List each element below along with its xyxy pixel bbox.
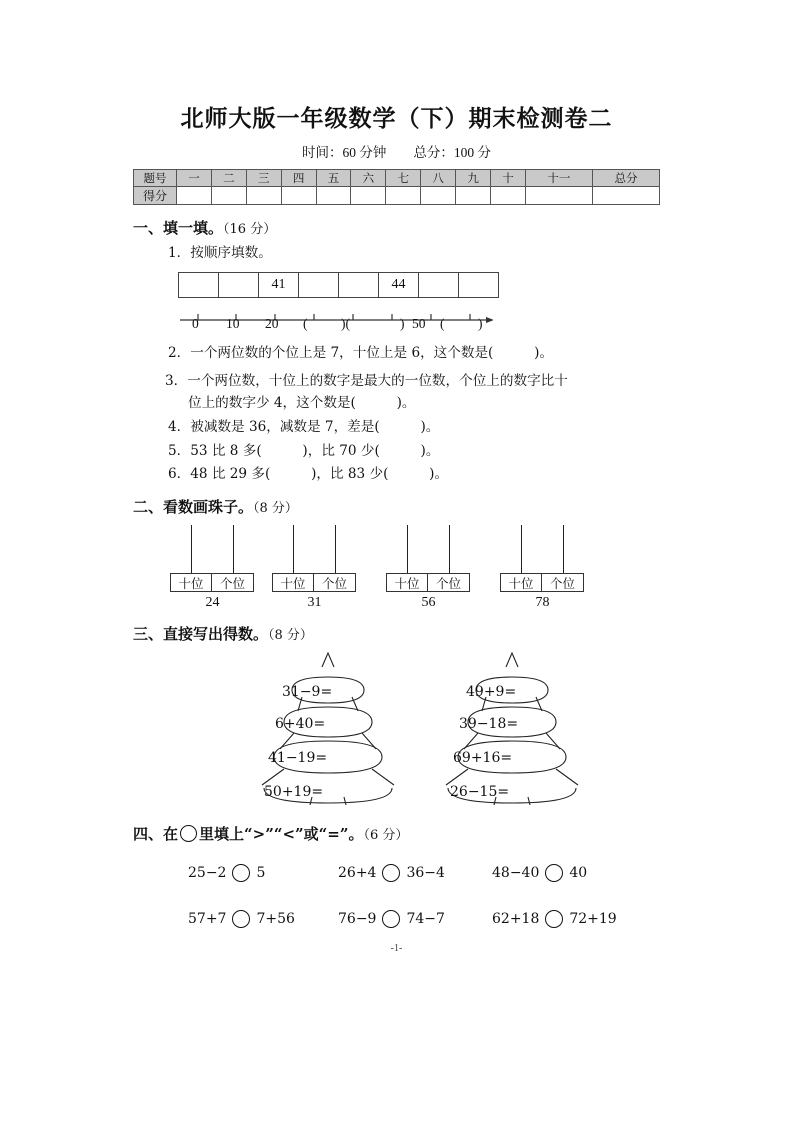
score-col-4: 四 bbox=[281, 170, 316, 187]
score-col-5: 五 bbox=[316, 170, 351, 187]
section-2-points: （8 分） bbox=[253, 501, 298, 516]
section-1-title: 一、填一填。 bbox=[133, 219, 224, 237]
score-col-8: 八 bbox=[421, 170, 456, 187]
score-col-2: 二 bbox=[211, 170, 246, 187]
score-col-total: 总分 bbox=[592, 170, 659, 187]
place-value-boxes bbox=[272, 573, 356, 592]
number-line-labels bbox=[178, 316, 508, 336]
compare-left: 76−9 bbox=[338, 911, 377, 927]
score-col-1: 一 bbox=[177, 170, 212, 187]
section-1-points: （16 分） bbox=[223, 222, 277, 237]
number-line-blank[interactable]: )( bbox=[341, 316, 350, 331]
sequence-cell[interactable] bbox=[179, 273, 219, 298]
score-cell[interactable] bbox=[177, 187, 212, 205]
compare-right: 74−7 bbox=[406, 911, 445, 927]
score-cell[interactable] bbox=[456, 187, 491, 205]
compare-left: 57+7 bbox=[188, 911, 227, 927]
sequence-cell[interactable] bbox=[219, 273, 259, 298]
number-line-label: 10 bbox=[226, 316, 240, 331]
compare-right: 40 bbox=[569, 865, 588, 881]
abacus-78 bbox=[500, 525, 585, 617]
place-value-boxes bbox=[500, 573, 584, 592]
section-3-points: （8 分） bbox=[268, 628, 313, 643]
tens-place-label: 十位 bbox=[500, 573, 542, 592]
tree-expression[interactable]: 31−9= bbox=[282, 684, 333, 700]
question-5: 5．53 比 8 多( )，比 70 少( )。 bbox=[168, 443, 440, 459]
compare-item-3 bbox=[492, 864, 587, 882]
score-cell[interactable] bbox=[592, 187, 659, 205]
abacus-56 bbox=[386, 525, 471, 617]
ones-place-label: 个位 bbox=[542, 573, 584, 592]
place-value-boxes bbox=[170, 573, 254, 592]
tree-expression[interactable]: 26−15= bbox=[450, 784, 510, 800]
table-row bbox=[179, 273, 499, 298]
section-3-title: 三、直接写出得数。 bbox=[133, 625, 269, 643]
ones-place-label: 个位 bbox=[314, 573, 356, 592]
tree-diagram-left bbox=[240, 645, 415, 805]
score-col-9: 九 bbox=[456, 170, 491, 187]
tens-rod[interactable] bbox=[521, 525, 522, 573]
question-2: 2．一个两位数的个位上是 7，十位上是 6，这个数是( )。 bbox=[168, 345, 554, 361]
question-6: 6．48 比 29 多( )，比 83 少( )。 bbox=[168, 466, 449, 482]
score-cell[interactable] bbox=[316, 187, 351, 205]
score-table-row-label: 得分 bbox=[134, 187, 177, 205]
sequence-cell[interactable] bbox=[459, 273, 499, 298]
tens-rod[interactable] bbox=[191, 525, 192, 573]
sequence-cell: 41 bbox=[259, 273, 299, 298]
sequence-cell[interactable] bbox=[339, 273, 379, 298]
score-table-score-row bbox=[134, 187, 660, 205]
sequence-number-table bbox=[178, 272, 499, 298]
tree-expression[interactable]: 41−19= bbox=[268, 750, 328, 766]
tree-expression[interactable]: 69+16= bbox=[453, 750, 513, 766]
score-cell[interactable] bbox=[525, 187, 592, 205]
compare-item-1 bbox=[188, 864, 265, 882]
abacus-rods bbox=[386, 525, 471, 573]
section-4-title-a: 四、在 bbox=[133, 825, 179, 843]
score-table-row-label: 题号 bbox=[134, 170, 177, 187]
score-table-header-row bbox=[134, 170, 660, 187]
sequence-cell[interactable] bbox=[419, 273, 459, 298]
page-number: -1- bbox=[390, 943, 403, 954]
compare-left: 25−2 bbox=[188, 865, 227, 881]
score-cell[interactable] bbox=[211, 187, 246, 205]
tree-expression[interactable]: 50+19= bbox=[264, 784, 324, 800]
score-cell[interactable] bbox=[386, 187, 421, 205]
score-cell[interactable] bbox=[281, 187, 316, 205]
score-cell[interactable] bbox=[491, 187, 526, 205]
score-col-11: 十一 bbox=[525, 170, 592, 187]
score-cell[interactable] bbox=[421, 187, 456, 205]
tens-place-label: 十位 bbox=[272, 573, 314, 592]
exam-subtitle: 时间：60 分钟 总分：100 分 bbox=[302, 145, 491, 160]
tree-expression[interactable]: 39−18= bbox=[459, 716, 519, 732]
abacus-rods bbox=[500, 525, 585, 573]
compare-left: 48−40 bbox=[492, 865, 540, 881]
comparison-circle-input[interactable] bbox=[232, 864, 250, 882]
section-2-heading bbox=[133, 496, 298, 517]
score-col-10: 十 bbox=[491, 170, 526, 187]
score-table bbox=[133, 169, 660, 205]
score-col-6: 六 bbox=[351, 170, 386, 187]
tens-rod[interactable] bbox=[407, 525, 408, 573]
number-line-label: 0 bbox=[192, 316, 199, 331]
section-4-points: （6 分） bbox=[363, 828, 409, 843]
comparison-circle-input[interactable] bbox=[232, 910, 250, 928]
number-line-blank[interactable]: ) bbox=[400, 316, 405, 331]
score-col-3: 三 bbox=[246, 170, 281, 187]
tree-expression[interactable]: 49+9= bbox=[466, 684, 517, 700]
score-cell[interactable] bbox=[351, 187, 386, 205]
number-line-blank[interactable]: ( bbox=[440, 316, 445, 331]
abacus-number: 56 bbox=[421, 595, 436, 610]
question-3-line-1: 3．一个两位数，十位上的数字是最大的一位数，个位上的数字比十 bbox=[165, 373, 568, 389]
abacus-31 bbox=[272, 525, 357, 617]
number-line-label: 20 bbox=[265, 316, 279, 331]
tens-place-label: 十位 bbox=[386, 573, 428, 592]
compare-item-2 bbox=[338, 864, 445, 882]
comparison-circle-icon bbox=[180, 825, 197, 842]
abacus-number: 31 bbox=[307, 595, 322, 610]
score-cell[interactable] bbox=[246, 187, 281, 205]
abacus-rods bbox=[272, 525, 357, 573]
section-4-title-b: 里填上“>”“<”或“=”。 bbox=[199, 825, 364, 843]
compare-right: 5 bbox=[256, 865, 266, 881]
compare-left: 26+4 bbox=[338, 865, 377, 881]
ones-place-label: 个位 bbox=[212, 573, 254, 592]
page-title: 北师大版一年级数学（下）期末检测卷二 bbox=[180, 105, 613, 132]
section-4-heading bbox=[133, 823, 408, 844]
sequence-cell[interactable] bbox=[299, 273, 339, 298]
compare-item-6 bbox=[492, 910, 617, 928]
compare-left: 62+18 bbox=[492, 911, 540, 927]
number-line-label: 50 bbox=[412, 316, 426, 331]
sequence-cell: 44 bbox=[379, 273, 419, 298]
question-1-prompt: 1．按顺序填数。 bbox=[168, 245, 272, 261]
compare-item-4 bbox=[188, 910, 295, 928]
ones-place-label: 个位 bbox=[428, 573, 470, 592]
abacus-rods bbox=[170, 525, 255, 573]
tens-rod[interactable] bbox=[293, 525, 294, 573]
ones-rod[interactable] bbox=[563, 525, 564, 573]
question-3-line-2: 位上的数字少 4，这个数是( )。 bbox=[188, 395, 416, 411]
ones-rod[interactable] bbox=[233, 525, 234, 573]
tree-diagram-right bbox=[430, 645, 605, 805]
compare-right: 36−4 bbox=[406, 865, 445, 881]
ones-rod[interactable] bbox=[449, 525, 450, 573]
tree-shape bbox=[240, 645, 415, 805]
section-3-heading bbox=[133, 623, 313, 644]
abacus-24 bbox=[170, 525, 255, 617]
comparison-circle-input[interactable] bbox=[382, 864, 400, 882]
compare-right: 7+56 bbox=[256, 911, 295, 927]
abacus-number: 78 bbox=[535, 595, 550, 610]
section-1-heading bbox=[133, 217, 276, 238]
compare-item-5 bbox=[338, 910, 445, 928]
ones-rod[interactable] bbox=[335, 525, 336, 573]
number-line-blank[interactable]: ) bbox=[478, 316, 483, 331]
abacus-number: 24 bbox=[205, 595, 220, 610]
place-value-boxes bbox=[386, 573, 470, 592]
comparison-circle-input[interactable] bbox=[545, 910, 563, 928]
comparison-circle-input[interactable] bbox=[382, 910, 400, 928]
section-2-title: 二、看数画珠子。 bbox=[133, 498, 254, 516]
tree-expression[interactable]: 6+40= bbox=[275, 716, 326, 732]
score-col-7: 七 bbox=[386, 170, 421, 187]
question-4: 4．被减数是 36，减数是 7，差是( )。 bbox=[168, 419, 440, 435]
number-line-blank[interactable]: ( bbox=[303, 316, 308, 331]
compare-right: 72+19 bbox=[569, 911, 617, 927]
comparison-circle-input[interactable] bbox=[545, 864, 563, 882]
tens-place-label: 十位 bbox=[170, 573, 212, 592]
